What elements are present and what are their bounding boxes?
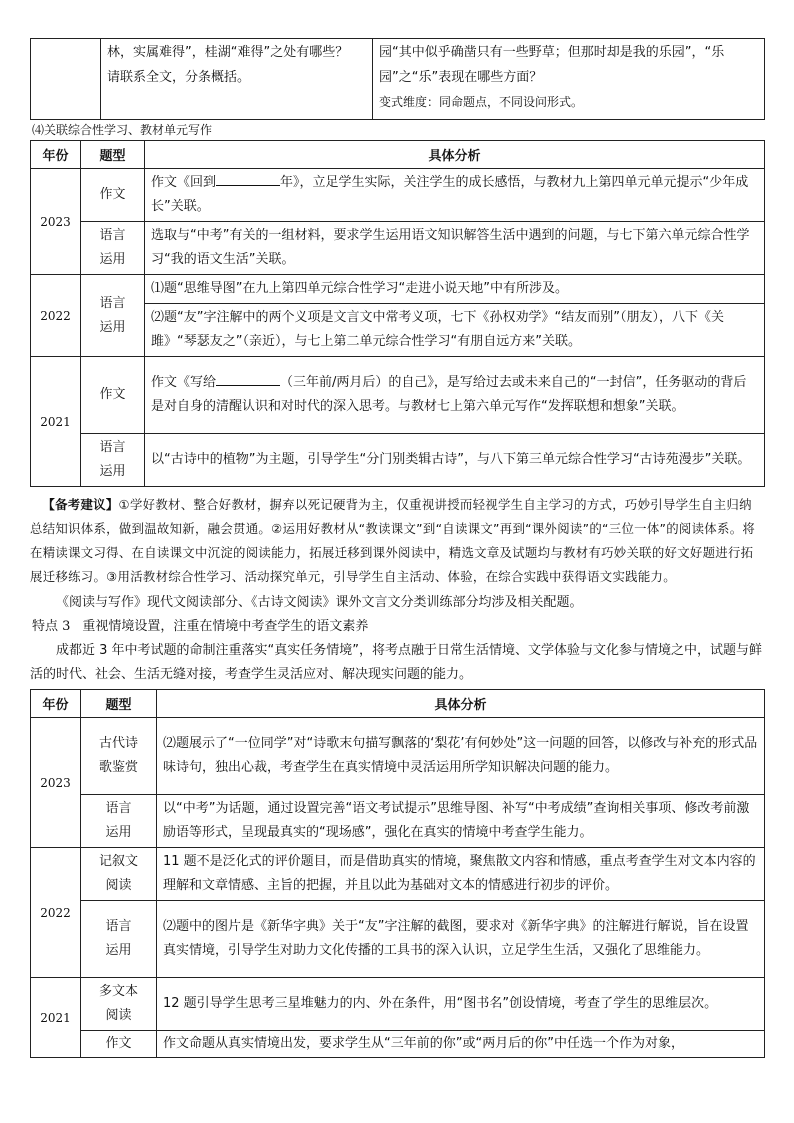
table-row (31, 275, 765, 304)
analysis-cell: ⑵题展示了“一位同学”对“诗歌末句描写飘落的‘梨花’有何妙处”这一问题的回答，以修改与补充的形式品味诗句，独出心裁，考查学生在真实情境中灵活运用所学知识解决问题的能力。 (157, 718, 765, 795)
table-row (31, 718, 765, 795)
feature-title: 重视情境设置，注重在情境中考查学生的语文素养 (82, 619, 369, 634)
analysis-cell: ⑴题“思维导图”在九上第四单元综合性学习“走进小说天地”中有所涉及。 (145, 275, 765, 304)
type-line: 语言 (99, 295, 126, 311)
type-line: 运用 (105, 825, 132, 840)
analysis-table-2 (30, 689, 765, 1058)
type-line: 运用 (99, 464, 126, 479)
analysis-cell: 以“古诗中的植物”为主题，引导学生“分门别类辑古诗”，与八下第三单元综合性学习“古诗苑漫步”关联。 (145, 434, 765, 487)
table-row (31, 357, 765, 434)
type-line: 运用 (105, 943, 132, 958)
question-text: 请联系全文，分条概括。 (107, 70, 251, 85)
type-cell: 作文 (81, 169, 145, 222)
type-line: 运用 (99, 252, 126, 267)
type-line: 运用 (99, 319, 126, 335)
analysis-cell: 选取与“中考”有关的一组材料，要求学生运用语文知识解答生活中遇到的问题，与七下第六单元综合性学习“我的语文生活”关联。 (145, 222, 765, 275)
header-year: 年份 (31, 690, 81, 718)
type-cell (81, 978, 157, 1031)
year-cell: 2023 (31, 718, 81, 848)
type-cell: 作文 (81, 357, 145, 434)
analysis-cell: ⑵题中的图片是《新华字典》关于“友”字注解的截图，要求对《新华字典》的注解进行解说，旨在设置真实情境，引导学生对助力文化传播的工具书的深入认识，立足学生生活，又强化了思维能力。 (157, 901, 765, 978)
table-row (31, 222, 765, 275)
fill-blank (216, 171, 280, 186)
type-line: 多文本 (98, 984, 138, 999)
header-analysis: 具体分析 (157, 690, 765, 718)
page (30, 38, 764, 1058)
table-row (31, 1031, 765, 1058)
question-text: 园“其中似乎确凿只有一些野草；但那时却是我的乐园”，“乐 (379, 45, 725, 60)
type-line: 语言 (99, 228, 126, 243)
type-line: 记叙文 (98, 854, 138, 869)
type-line: 语言 (105, 801, 132, 816)
analysis-cell: 以“中考”为话题，通过设置完善“语文考试提示”思维导图、补写“中考成绩”查询相关事项、修改考前激励语等形式，呈现最真实的“现场感”，强化在真实的情境中考查学生能力。 (157, 795, 765, 848)
analysis-text: 作文《回到 (151, 175, 217, 190)
analysis-cell: 11 题不是泛化式的评价题目，而是借助真实的情境，聚焦散文内容和情感，重点考查学生对文本内容的理解和文章情感、主旨的把握，并且以此为基础对文本的情感进行初步的评价。 (157, 848, 765, 901)
type-line: 阅读 (105, 1008, 132, 1023)
analysis-text: 作文《写给 (151, 375, 217, 390)
table-row (31, 795, 765, 848)
feature-number: 特点 3 (32, 619, 71, 634)
type-cell (81, 795, 157, 848)
empty-cell (31, 39, 101, 120)
header-year: 年份 (31, 141, 81, 169)
type-line: 歌鉴赏 (98, 760, 138, 775)
year-cell: 2022 (31, 848, 81, 978)
analysis-text: （三年前/两月后）的自己》，是写给过去或未来自己的“一封信”，任务驱动的背后是对自身的清醒认识和对时代的深入思考。与教材七上第六单元写作“发挥联想和想象”关联。 (151, 375, 747, 414)
type-cell (81, 718, 157, 795)
analysis-cell (145, 169, 765, 222)
question-text: 园”之“乐”表现在哪些方面？ (379, 70, 543, 85)
year-cell: 2021 (31, 978, 81, 1058)
type-cell (81, 275, 145, 357)
reference-line: 《阅读与写作》现代文阅读部分、《古诗文阅读》课外文言文分类训练部分均涉及相关配题。 (56, 595, 583, 610)
type-line: 古代诗 (98, 736, 138, 751)
advice-label: 【备考建议】 (42, 497, 119, 512)
type-cell (81, 848, 157, 901)
advice-text: ①学好教材、整合好教材，摒弃以死记硬背为主，仅重视讲授而轻视学生自主学习的方式，巧妙引导学生自主归纳总结知识体系，做到温故知新，融会贯通。②运用好教材从“教读课文”到“自读课文”再到“课外阅读”的“三位一体”的阅读体系。将在精读课文习得、在自读课文中沉淀的阅读能力，拓展迁移到课外阅读中，精选文章及试题均与教材有巧妙关联的好文好题进行拓展迁移练习。③用活教材综合性学习、活动探究单元，引导学生自主活动、体验，在综合实践中获得语文实践能力。 (30, 497, 756, 584)
type-cell: 作文 (81, 1031, 157, 1058)
header-analysis: 具体分析 (145, 141, 765, 169)
table-row (31, 901, 765, 978)
year-cell: 2022 (31, 275, 81, 357)
section-title: ⑷关联综合性学习、教材单元写作 (32, 123, 213, 137)
year-cell: 2021 (31, 357, 81, 487)
table-header-row (31, 690, 765, 718)
analysis-cell: 作文命题从真实情境出发，要求学生从“三年前的你”或“两月后的你”中任选一个作为对象， (157, 1031, 765, 1058)
fill-blank (216, 371, 280, 386)
type-cell (81, 222, 145, 275)
table-header-row (31, 141, 765, 169)
analysis-cell: 12 题引导学生思考三星堆魅力的内、外在条件，用“图书名”创设情境，考查了学生的思维层次。 (157, 978, 765, 1031)
table-row (31, 848, 765, 901)
feature-paragraph: 成都近 3 年中考试题的命制注重落实“真实任务情境”，将考点融于日常生活情境、文学体验与文化参与情境之中，试题与鲜活的时代、社会、生活无缝对接，考查学生灵活应对、解决现实问题的能力。 (30, 643, 763, 682)
table-row (31, 978, 765, 1031)
analysis-table-1 (30, 140, 765, 487)
year-cell: 2023 (31, 169, 81, 275)
continuation-table (30, 38, 765, 120)
analysis-text: 年》，立足学生实际，关注学生的成长感悟，与教材九上第四单元单元提示“少年成长”关联。 (151, 175, 749, 214)
type-cell (81, 434, 145, 487)
analysis-cell: ⑵题“友”字注解中的两个义项是文言文中常考义项，七下《孙权劝学》“结友而别”（朋友），八下《关雎》“琴瑟友之”（亲近），与七上第二单元综合性学习“有朋自远方来”关联。 (145, 304, 765, 357)
question-cell-left (101, 39, 373, 120)
header-type: 题型 (81, 141, 145, 169)
type-cell (81, 901, 157, 978)
table-row (31, 169, 765, 222)
feature-heading (30, 615, 764, 639)
type-line: 阅读 (105, 878, 132, 893)
question-text: 林，实属难得”，桂湖“难得”之处有哪些？ (107, 45, 349, 60)
variant-note: 变式维度：同命题点，不同设问形式。 (379, 95, 584, 109)
type-line: 语言 (105, 919, 132, 934)
header-type: 题型 (81, 690, 157, 718)
advice-paragraph (30, 493, 764, 589)
type-line: 语言 (99, 440, 126, 455)
analysis-cell (145, 357, 765, 434)
question-cell-right (373, 39, 765, 120)
table-row (31, 434, 765, 487)
